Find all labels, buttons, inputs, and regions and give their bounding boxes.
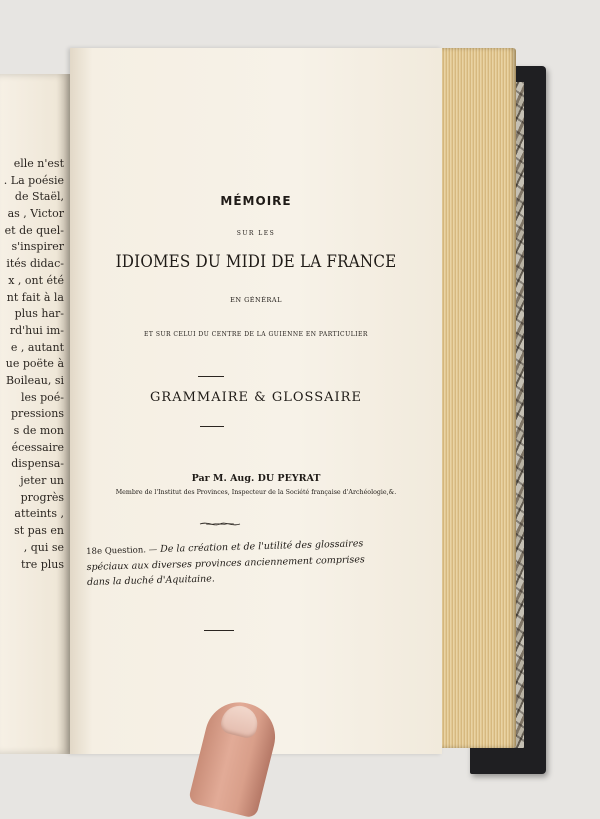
sur-les-line: SUR LES bbox=[236, 230, 276, 237]
left-page-line: ue poëte à bbox=[5, 357, 64, 371]
left-page-text bbox=[0, 156, 64, 573]
left-page-line: plus har- bbox=[14, 307, 64, 321]
left-page-line: as , Victor bbox=[7, 207, 64, 221]
question-text: De la création et de l'utilité des glossaires spéciaux aux diverses provinces anciennement comprises dans la duché d'Aquitaine. bbox=[86, 538, 365, 588]
left-page-line: ités didac- bbox=[6, 257, 64, 271]
rule-divider bbox=[204, 630, 234, 631]
left-page-line: dispensa- bbox=[11, 457, 64, 471]
subtitle-line: ET SUR CELUI DU CENTRE DE LA GUIENNE EN PARTICULIER bbox=[144, 331, 368, 338]
left-page-line: rd'hui im- bbox=[9, 323, 64, 337]
main-title: IDIOMES DU MIDI DE LA FRANCE bbox=[115, 252, 397, 271]
left-page-line: jeter un bbox=[20, 474, 64, 488]
left-page-line: Boileau, si bbox=[5, 373, 64, 387]
memoire-heading: MÉMOIRE bbox=[220, 194, 292, 208]
left-page-line: e , autant bbox=[10, 340, 64, 354]
left-page-line: st pas en bbox=[14, 524, 64, 538]
left-page-line: . La poésie bbox=[3, 173, 64, 187]
ornament-divider bbox=[198, 520, 242, 528]
en-general-line: EN GÉNÉRAL bbox=[230, 296, 282, 304]
author-line: Par M. Aug. DU PEYRAT bbox=[191, 473, 321, 484]
left-page-line: elle n'est bbox=[13, 157, 64, 170]
left-page-line: atteints , bbox=[14, 507, 64, 521]
right-page bbox=[70, 48, 442, 754]
rule-divider bbox=[198, 376, 224, 377]
grammaire-heading: GRAMMAIRE & GLOSSAIRE bbox=[150, 390, 362, 405]
left-page-line: pressions bbox=[11, 407, 64, 421]
left-page-line: nt fait à la bbox=[6, 290, 64, 304]
question-block bbox=[86, 536, 373, 590]
left-page-line: x , ont été bbox=[8, 273, 64, 287]
left-page-line: et de quel- bbox=[4, 223, 64, 237]
left-page-line: progrès bbox=[20, 490, 64, 504]
left-page-line: , qui se bbox=[23, 540, 64, 554]
left-page-line: de Staël, bbox=[14, 190, 64, 204]
left-page-line: s'inspirer bbox=[11, 240, 64, 254]
rule-divider bbox=[200, 426, 224, 427]
left-page-line: écessaire bbox=[11, 440, 64, 454]
left-page-line: tre plus bbox=[21, 557, 64, 571]
question-number: 18e Question. — bbox=[86, 545, 158, 557]
page-edges bbox=[436, 48, 516, 748]
left-page bbox=[0, 74, 70, 754]
left-page-line: s de mon bbox=[13, 424, 64, 437]
left-page-line: les poé- bbox=[20, 390, 64, 404]
author-affiliation: Membre de l'Institut des Provinces, Inspecteur de la Société française d'Archéologie,&. bbox=[115, 489, 397, 496]
